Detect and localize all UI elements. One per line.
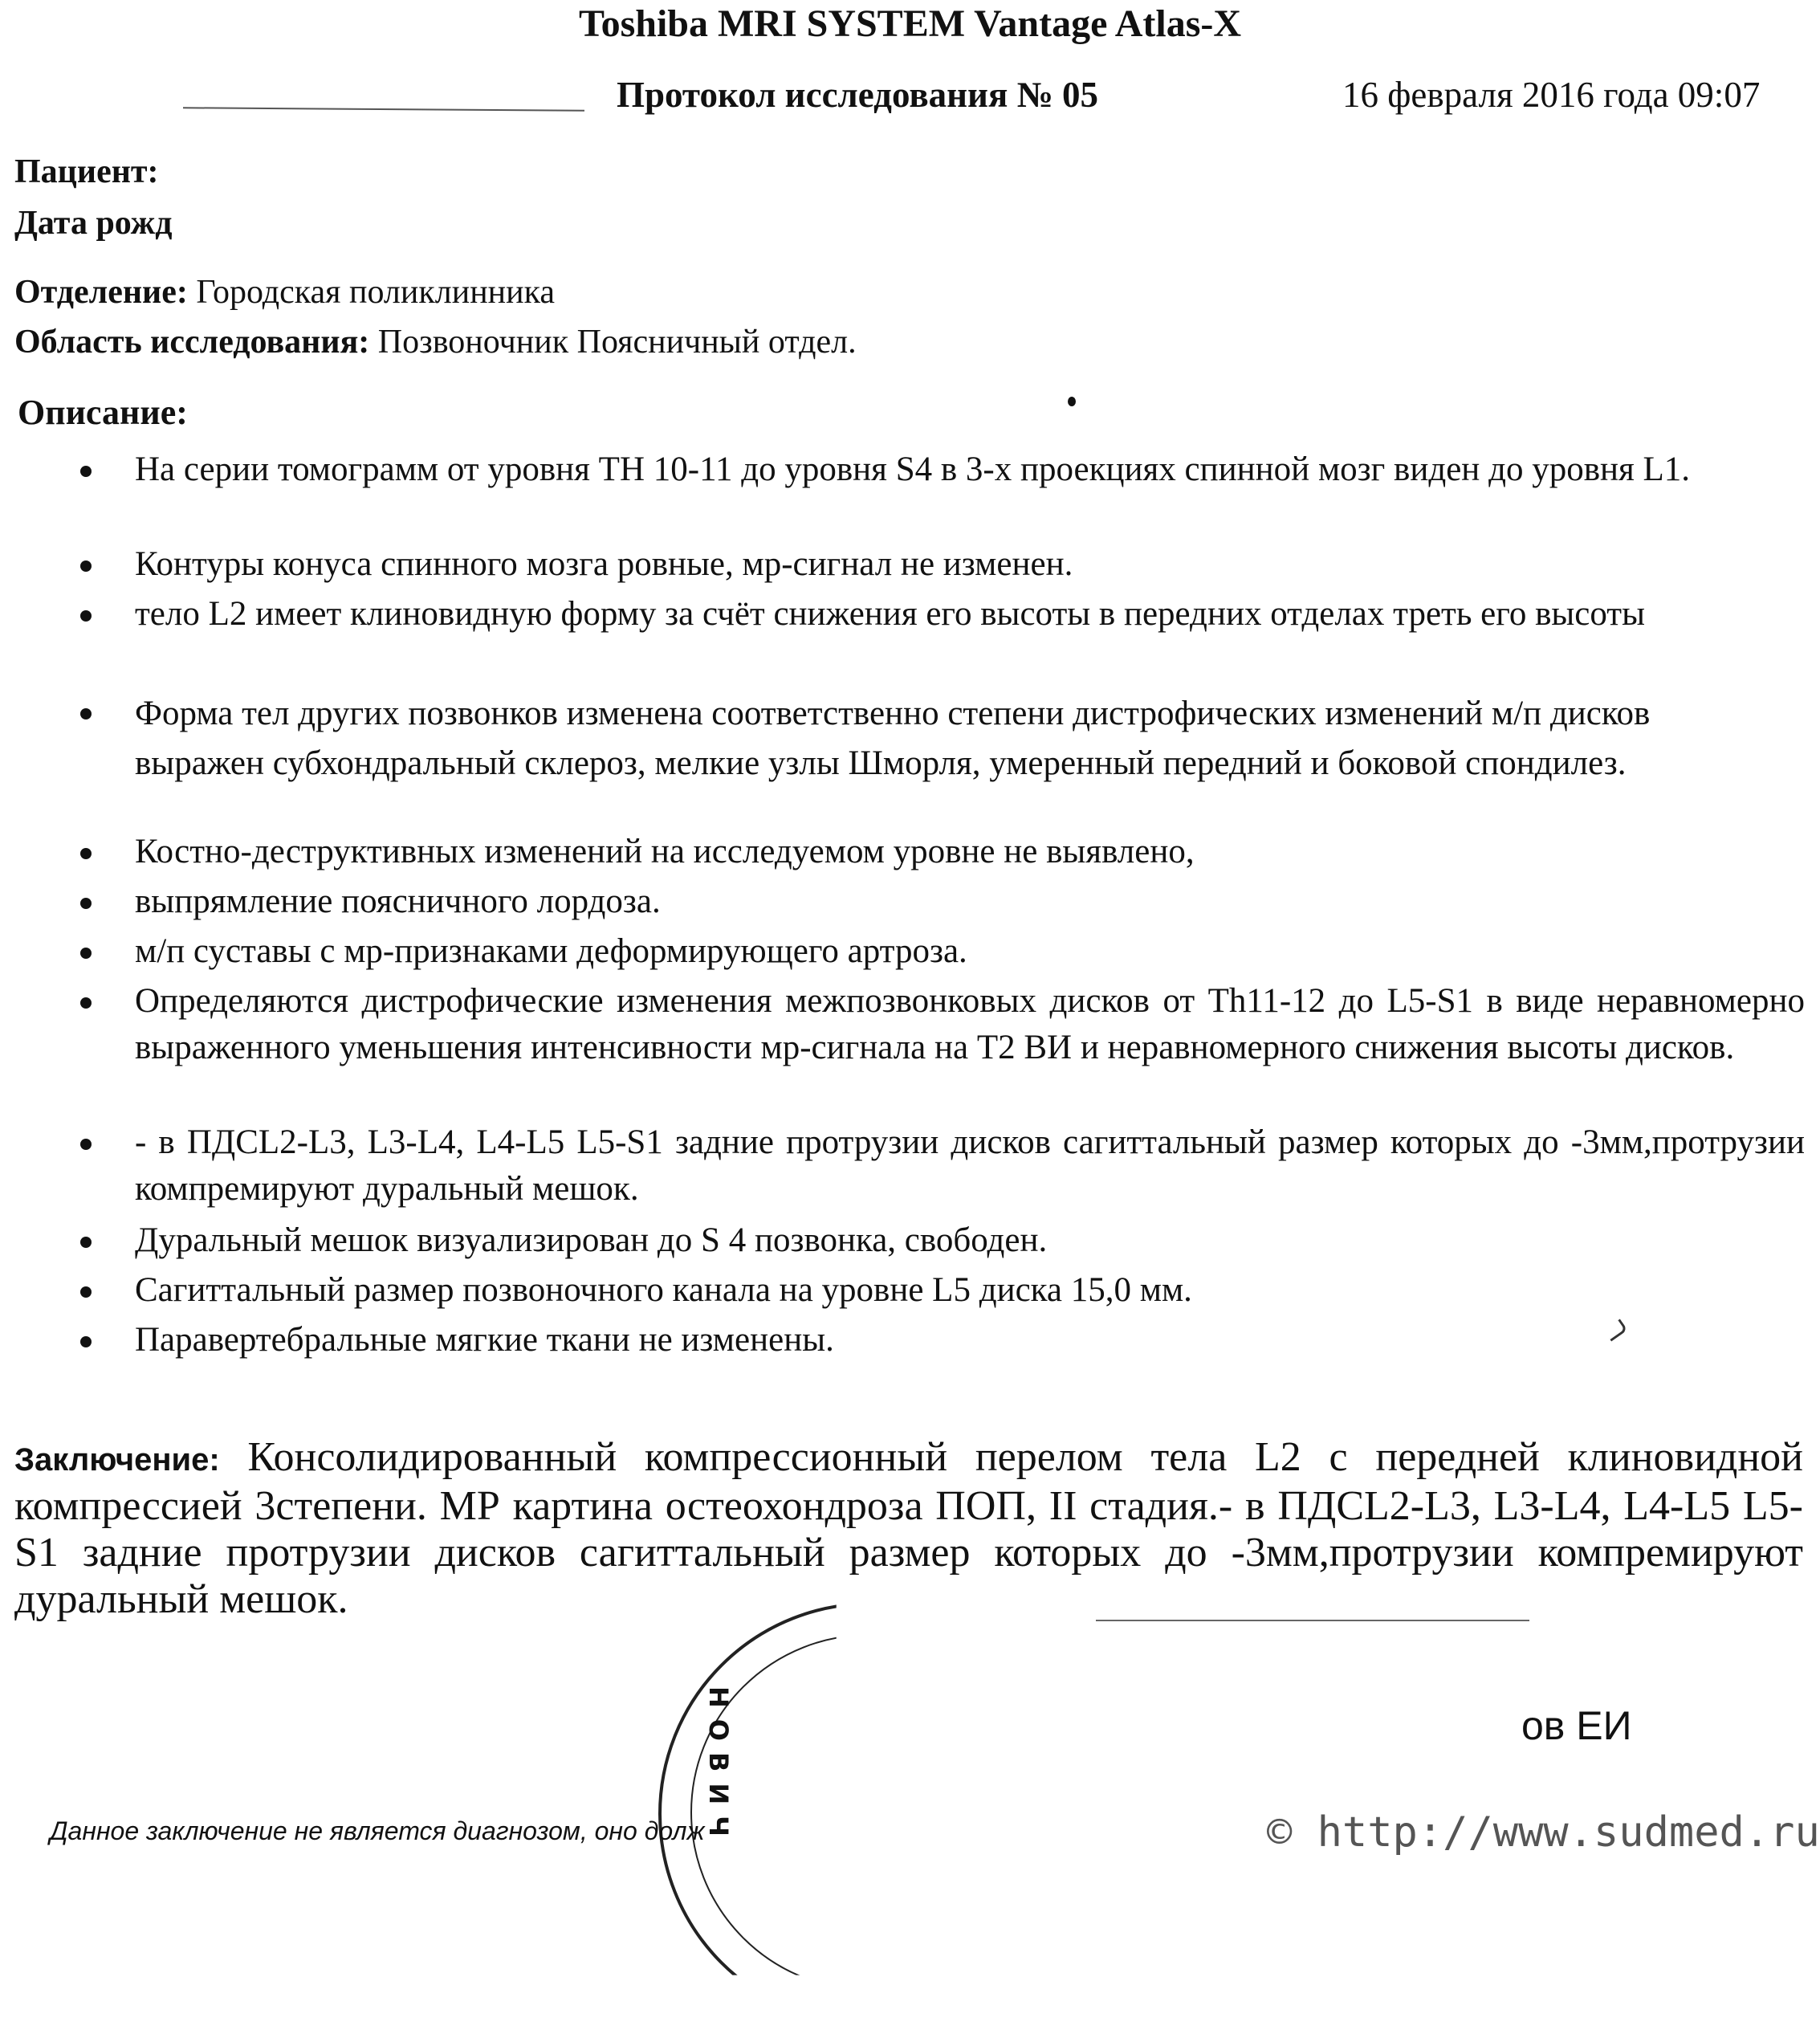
- list-item-text: м/п суставы с мр-признаками деформирующего артроза.: [135, 932, 967, 970]
- area-label: Область исследования:: [14, 324, 370, 361]
- birthdate-field: [14, 204, 172, 243]
- list-item-text: тело L2 имеет клиновидную форму за счёт снижения его высоты в передних отделах треть его высоты: [135, 595, 1645, 633]
- list-item-text: Паравертебральные мягкие ткани не изменены.: [135, 1321, 834, 1359]
- patient-name-underline: [183, 107, 584, 111]
- exam-datetime: 16 февраля 2016 года 09:07: [1342, 75, 1761, 115]
- conclusion-text: Консолидированный компрессионный перелом тела L2 с передней клиновидной компрессией 3степени. МР картина остеохондроза ПОП, II стадия.- в ПДСL2-L3, L3-L4, L4-L5 L5-S1 задние протрузии дисков сагиттальный размер которых до -3мм,протрузии компремируют дуральный мешок.: [14, 1434, 1804, 1622]
- list-item-text: Определяются дистрофические изменения межпозвонковых дисков от Th11-12 до L5-S1 в виде неравномерно выраженного уменьшения интенсивности мр-сигнала на Т2 ВИ и неравномерного снижения высоты дисков.: [135, 982, 1805, 1066]
- seal-text: НОВИЧ: [703, 1686, 734, 1849]
- bullet-icon: [80, 848, 92, 859]
- conclusion-label: Заключение:: [14, 1442, 220, 1478]
- birthdate-label: Дата рожд: [14, 205, 173, 242]
- list-item-text: Контуры конуса спинного мозга ровные, мр-сигнал не изменен.: [135, 545, 1073, 583]
- list-item-text: На серии томограмм от уровня ТН 10-11 до уровня S4 в 3-х проекциях спинной мозг виден до уровня L1.: [135, 450, 1691, 488]
- list-item-text: Форма тел других позвонков изменена соответственно степени дистрофических изменений м/п дисков выражен субхондральный склероз, мелкие узлы Шморля, умеренный передний и боковой спондилез.: [135, 695, 1651, 782]
- bullet-icon: [80, 610, 92, 622]
- list-item-text: Костно-деструктивных изменений на исследуемом уровне не выявлено,: [135, 833, 1195, 870]
- protocol-number: Протокол исследования № 05: [617, 75, 1099, 115]
- list-item-text: Дуральный мешок визуализирован до S 4 позвонка, свободен.: [135, 1221, 1048, 1259]
- bullet-icon: [80, 898, 92, 909]
- bullet-icon: [80, 948, 92, 959]
- bullet-icon: [80, 1237, 92, 1248]
- watermark: © http://www.sudmed.ru: [1267, 1808, 1820, 1857]
- description-heading: Описание:: [18, 393, 188, 432]
- patient-field: [14, 153, 159, 191]
- bullet-icon: [80, 1286, 92, 1298]
- department-field: [14, 273, 555, 312]
- bullet-icon: [80, 561, 92, 572]
- conclusion: [14, 1434, 1803, 1623]
- area-value: Позвоночник Поясничный отдел.: [377, 324, 857, 361]
- list-item-text: Сагиттальный размер позвоночного канала на уровне L5 диска 15,0 мм.: [135, 1271, 1192, 1309]
- patient-label: Пациент:: [14, 153, 159, 190]
- doctor-signature: ов ЕИ: [1521, 1703, 1632, 1748]
- list-item-text: - в ПДСL2-L3, L3-L4, L4-L5 L5-S1 задние протрузии дисков сагиттальный размер которых до -3мм,протрузии компремируют дуральный мешок.: [135, 1123, 1805, 1208]
- seal-inner-ring: [690, 1634, 1047, 1991]
- bullet-icon: [80, 708, 92, 719]
- bullet-icon: [80, 466, 92, 477]
- department-value: Городская поликлинника: [196, 274, 556, 311]
- bullet-icon: [80, 1336, 92, 1347]
- signature-line: [1096, 1620, 1529, 1621]
- bullet-icon: [80, 1139, 92, 1150]
- department-label: Отделение:: [14, 274, 188, 311]
- area-field: [14, 323, 857, 361]
- system-title: Toshiba MRI SYSTEM Vantage Atlas-X: [578, 2, 1242, 45]
- scan-speck: [1068, 397, 1076, 406]
- bullet-icon: [80, 997, 92, 1009]
- list-item-text: выпрямление поясничного лордоза.: [135, 883, 661, 920]
- disclaimer: Данное заключение не является диагнозом, оно долж: [50, 1816, 705, 1845]
